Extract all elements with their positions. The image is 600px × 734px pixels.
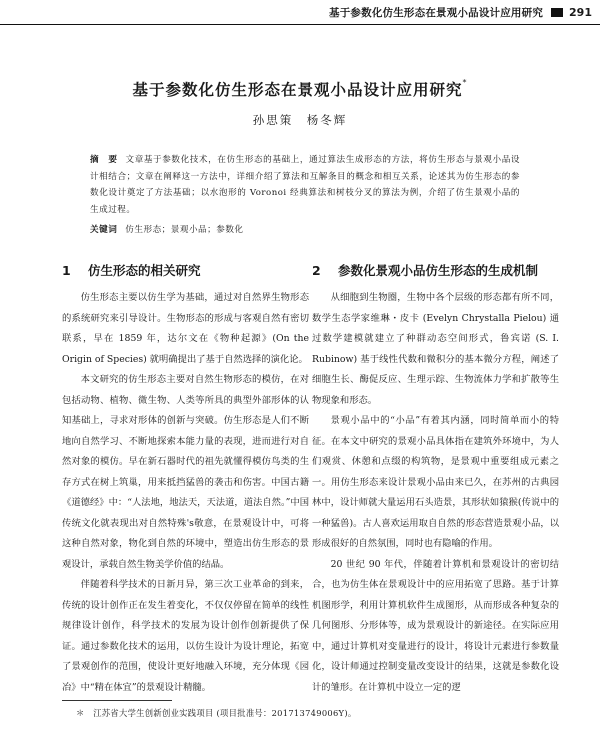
section-2-number: 2 bbox=[312, 263, 321, 278]
abstract bbox=[90, 152, 520, 218]
section-1-number: 1 bbox=[62, 263, 71, 278]
left-column bbox=[62, 260, 309, 698]
paper-title-text: 基于参数化仿生形态在景观小品设计应用研究 bbox=[132, 81, 463, 99]
running-header bbox=[0, 0, 600, 25]
section-2-title: 参数化景观小品仿生形态的生成机制 bbox=[338, 263, 539, 278]
section-1-paragraph: 本文研究的仿生形态主要对自然生物形态的模仿，在对包括动物、植物、微生物、人类等所具的典型外部形体的认知基础上，寻求对形体的创新与突破。仿生形态是人们不断地向自然学习、不断地探索本能力量的表现，进而进行对自然对象的模仿。早在新石器时代的祖先就懂得模仿鸟类的生存方式在树上筑巢，用来抵挡猛兽的袭击和伤害。中国古籍《道德经》中：“人法地，地法天，天法道，道法自然。”中国传统文化就表现出对自然特殊's敬意，在景观设计中，可将这种自然对象，物化到自然的环境中，塑造出仿生形态的景观设计，承载自然生物美学价值的结晶。 bbox=[62, 374, 309, 570]
paper-title bbox=[0, 78, 600, 100]
section-1-heading bbox=[62, 260, 309, 281]
header-block-icon bbox=[551, 8, 563, 17]
section-1-paragraph: 仿生形态主要以仿生学为基础，通过对自然界生物形态的系统研究来引导设计。生物形态的形成与客观自然有密切联系，早在 1859 年，达尔文在《物种起源》(On the Origin of Species) 就明确提出了基于自然选择的演化论。 bbox=[62, 292, 309, 365]
section-2-heading bbox=[312, 260, 559, 281]
right-column bbox=[312, 260, 559, 698]
title-footnote-mark: * bbox=[462, 78, 468, 87]
keywords-text: 仿生形态；景观小品；参数化 bbox=[125, 225, 244, 235]
authors: 孙思策 杨冬辉 bbox=[252, 113, 348, 127]
abstract-label: 摘 要 bbox=[90, 155, 118, 165]
section-2-paragraph: 从细胞到生物圈，生物中各个层级的形态都有所不同，数学生态学家维琳・皮卡 (Evelyn Chrystalla Pielou) 通过数学建模就建立了种群动态空间形式，鲁宾诺 (S. I. Rubinow) 基于线性代数和微积分的基本微分方程，阐述了细胞生长、酶促反应、生理示踪、生物流体力学和扩散等生物现象和形态。 bbox=[312, 292, 559, 406]
running-title: 基于参数化仿生形态在景观小品设计应用研究 bbox=[329, 6, 544, 19]
footnote: ＊ 江苏省大学生创新创业实践项目 (项目批准号：201713749006Y)。 bbox=[76, 708, 357, 718]
section-1-paragraph: 伴随着科学技术的日新月异，第三次工业革命的到来，传统的设计创作正在发生着变化，不仅仅停留在简单的线性规律设计创作，科学技术的发展为设计创作创新提供了保证。通过参数化技术的运用，以仿生设计为设计理论，拓宽了景观创作的范围，使设计更好地融入环境，充分体现《园冶》中“精在体宜”的景观设计精髓。 bbox=[62, 579, 309, 693]
keywords-label: 关键词 bbox=[90, 225, 118, 235]
section-2-paragraph: 20 世纪 90 年代，伴随着计算机和景观设计的密切结合，也为仿生体在景观设计中的应用拓宽了思路。基于计算机图形学，利用计算机软件生成图形，从而形成各种复杂的几何图形、分形体等，成为景观设计的新途径。在实际应用中，通过计算机对变量进行的设计，将设计元素进行参数量化，设计师通过控制变量改变设计的结果，这就是参数化设计的雏形。在计算机中设立一定的逻 bbox=[312, 558, 559, 693]
abstract-text: 文章基于参数化技术，在仿生形态的基础上，通过算法生成形态的方法，将仿生形态与景观小品设计相结合；文章在阐释这一方法中，详细介绍了算法和互解条目的概念和相互关系，论述其为仿生形态的参数化设计奠定了方法基础；以水泡形的 Voronoi 经典算法和树枝分叉的算法为例，介绍了仿生景观小品的生成过程。 bbox=[90, 155, 520, 215]
keywords bbox=[90, 223, 520, 237]
page-number: 291 bbox=[569, 5, 592, 19]
section-1-title: 仿生形态的相关研究 bbox=[88, 263, 201, 278]
footnote-rule bbox=[62, 700, 172, 701]
section-2-paragraph: 景观小品中的“小品”有着其内涵，同时简单而小的特征。在本文中研究的景观小品具体指在建筑外环境中，为人们观赏、休憩和点缀的构筑物，是景观中重要组成元素之一。用仿生形态来设计景观小品由来已久，在苏州的古典园林中，设计师就大量运用石头造景，其形状如猿猴(传说中的一种猛兽)。古人喜欢运用取自自然的形态营造景观小品，以形成很好的自然氛围，同时也有隐喻的作用。 bbox=[312, 415, 559, 549]
